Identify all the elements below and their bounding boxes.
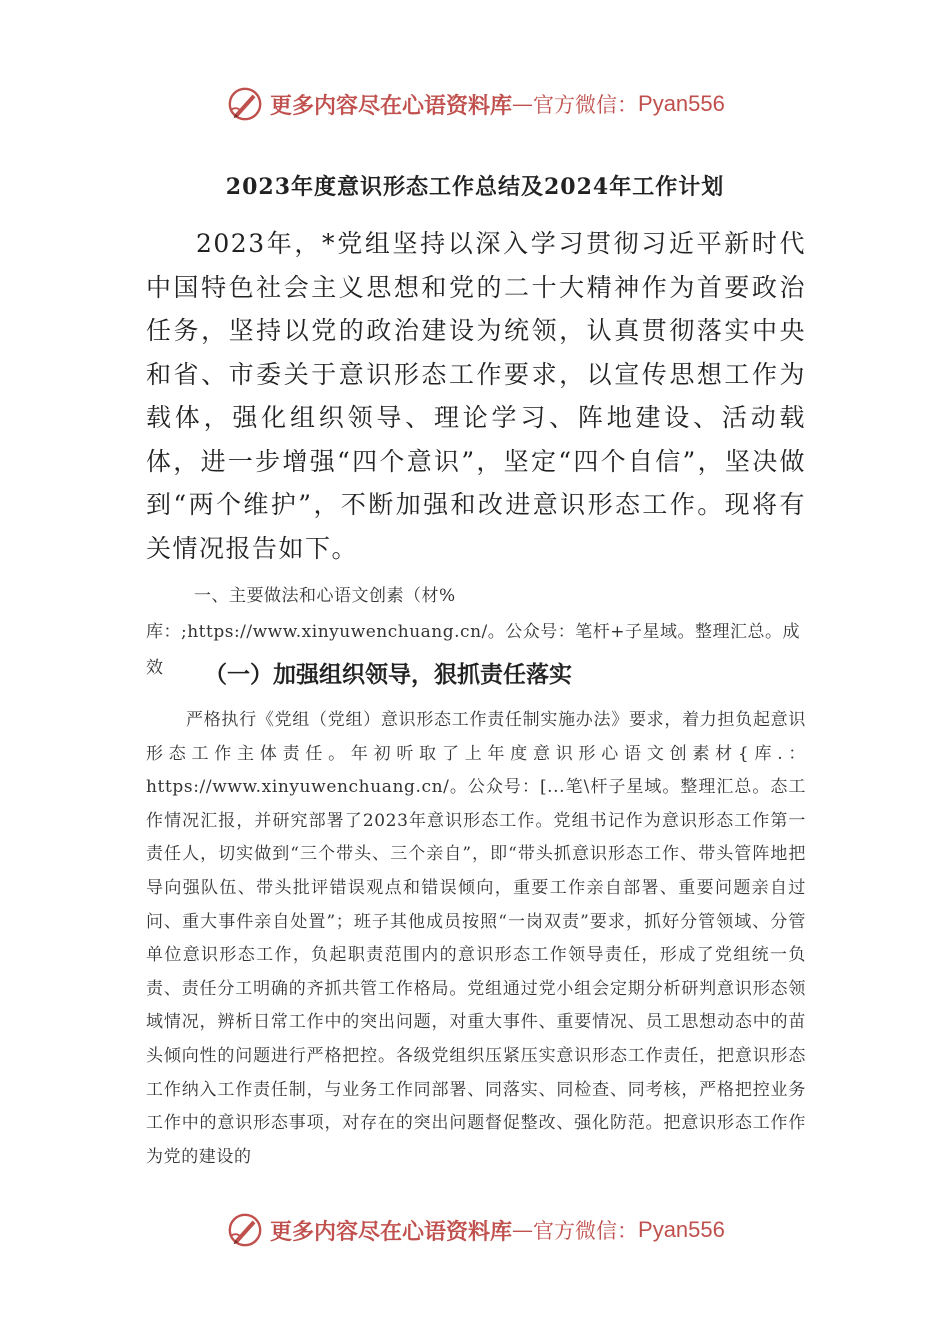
document-title: 2023年度意识形态工作总结及2024年工作计划 bbox=[225, 174, 725, 200]
subsection-1-heading: （一）加强组织领导，狠抓责任落实 bbox=[204, 662, 572, 688]
banner-main-text: 更多内容尽在心语资料库 bbox=[270, 1218, 513, 1245]
banner-wechat-id: Pyan556 bbox=[638, 91, 725, 116]
subsection-1-body: 严格执行《党组（党组）意识形态工作责任制实施办法》要求，着力担负起意识形态工作主体责任。年初听取了上年度意识形心语文创素材{库.：https://www.xinyuwenchuang.cn/。公众号：[...笔\杆子星域。整理汇总。态工作情况汇报，并研究部署了2023年意识形态工作。党组书记作为意识形态工作第一责任人，切实做到“三个带头、三个亲自”，即“带头抓意识形态工作、带头管阵地把导向强队伍、带头批评错误观点和错误倾向，重要工作亲自部署、重要问题亲自过问、重大事件亲自处置”；班子其他成员按照“一岗双责”要求，抓好分管领域、分管单位意识形态工作，负起职责范围内的意识形态工作领导责任，形成了党组统一负责、责任分工明确的齐抓共管工作格局。党组通过党小组会定期分析研判意识形态领域情况，辨析日常工作中的突出问题，对重大事件、重要情况、员工思想动态中的苗头倾向性的问题进行严格把控。各级党组织压紧压实意识形态工作责任，把意识形态工作纳入工作责任制，与业务工作同部署、同落实、同检查、同考核，严格把控业务工作中的意识形态事项，对存在的突出问题督促整改、强化防范。把意识形态工作作为党的建设的 bbox=[146, 710, 806, 1167]
banner-main-text: 更多内容尽在心语资料库 bbox=[270, 92, 513, 119]
section-1-heading: 一、主要做法和心语文创素（材%库：;https://www.xinyuwenchuang.cn/。公众号：笔杆+子星域。整理汇总。成效 bbox=[146, 586, 800, 678]
banner-sub-text: 官方微信： bbox=[533, 93, 639, 117]
banner-sub-text: 官方微信： bbox=[533, 1219, 639, 1243]
banner-separator: — bbox=[512, 1218, 534, 1242]
banner-wechat-id: Pyan556 bbox=[638, 1217, 725, 1242]
intro-paragraph: 2023年，*党组坚持以深入学习贯彻习近平新时代中国特色社会主义思想和党的二十大精神作为首要政治任务，坚持以党的政治建设为统领，认真贯彻落实中央和省、市委关于意识形态工作要求，以宣传思想工作为载体，强化组织领导、理论学习、阵地建设、活动载体，进一步增强“四个意识”，坚定“四个自信”，坚决做到“两个维护”，不断加强和改进意识形态工作。现将有关情况报告如下。 bbox=[146, 229, 806, 563]
header-banner bbox=[0, 82, 950, 126]
footer-banner bbox=[0, 1208, 950, 1252]
pen-logo-icon bbox=[226, 1211, 264, 1249]
banner-separator: — bbox=[512, 92, 534, 116]
pen-logo-icon bbox=[226, 85, 264, 123]
